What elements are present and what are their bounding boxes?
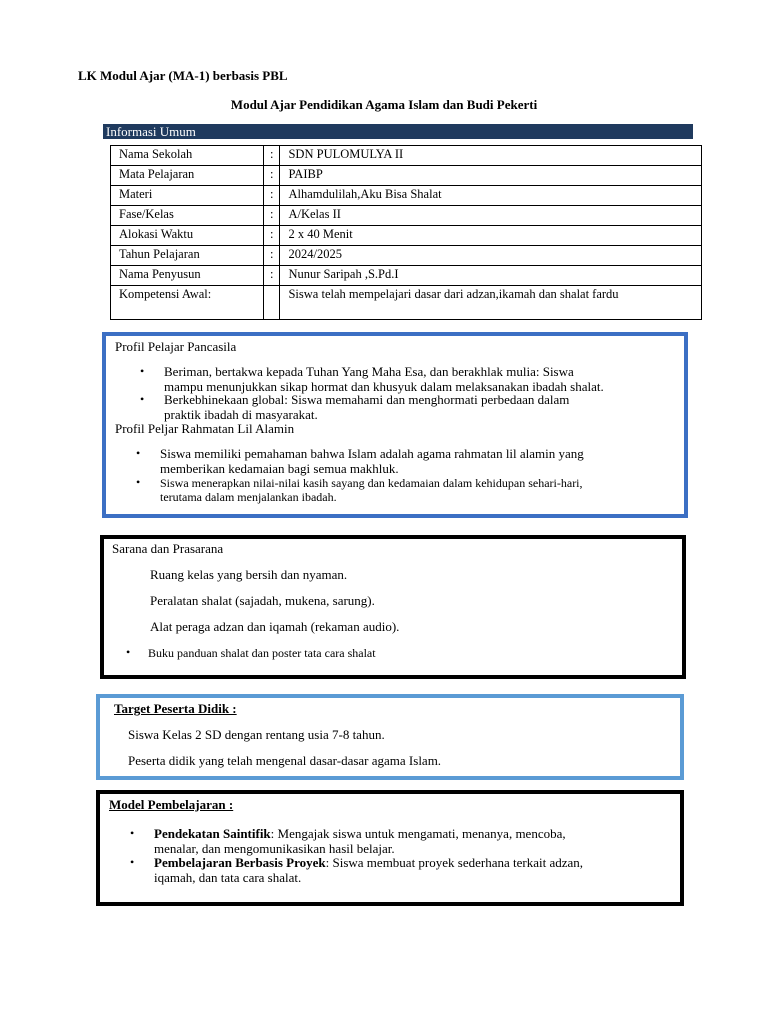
row-separator: : xyxy=(264,226,280,246)
list-item: Siswa Kelas 2 SD dengan rentang usia 7-8 tahun. xyxy=(128,727,385,742)
list-item: Peralatan shalat (sajadah, mukena, sarung). xyxy=(150,593,375,608)
row-separator: : xyxy=(264,146,280,166)
row-separator: : xyxy=(264,266,280,286)
list-item xyxy=(154,855,583,870)
table-row xyxy=(111,166,702,186)
row-label: Materi xyxy=(111,186,264,206)
list-item: Siswa memiliki pemahaman bahwa Islam adalah agama rahmatan lil alamin yang xyxy=(160,446,584,461)
item-text: : Mengajak siswa untuk mengamati, menanya, mencoba, xyxy=(270,826,566,841)
list-item xyxy=(154,826,566,841)
table-row xyxy=(111,266,702,286)
table-row xyxy=(111,246,702,266)
list-item: Peserta didik yang telah mengenal dasar-dasar agama Islam. xyxy=(128,753,442,768)
row-value: 2 x 40 Menit xyxy=(280,226,702,246)
list-item: menalar, dan mengomunikasikan hasil belajar. xyxy=(154,841,395,856)
row-separator: : xyxy=(264,246,280,266)
bullet-icon: • xyxy=(140,392,145,406)
list-item: Beriman, bertakwa kepada Tuhan Yang Maha Esa, dan berakhlak mulia: Siswa xyxy=(164,364,574,379)
row-label: Nama Penyusun xyxy=(111,266,264,286)
row-label: Mata Pelajaran xyxy=(111,166,264,186)
table-row xyxy=(111,226,702,246)
profil-pancasila-heading: Profil Pelajar Pancasila xyxy=(115,339,237,354)
row-label: Alokasi Waktu xyxy=(111,226,264,246)
list-item: mampu menunjukkan sikap hormat dan khusyuk dalam melaksanakan ibadah shalat. xyxy=(164,379,604,394)
row-label: Kompetensi Awal: xyxy=(111,286,264,320)
list-item: terutama dalam menjalankan ibadah. xyxy=(160,490,337,504)
item-text: : Siswa membuat proyek sederhana terkait adzan, xyxy=(325,855,584,870)
bullet-icon: • xyxy=(136,475,141,489)
row-value: Siswa telah mempelajari dasar dari adzan,ikamah dan shalat fardu xyxy=(280,286,702,320)
bullet-icon: • xyxy=(136,446,141,460)
list-item: praktik ibadah di masyarakat. xyxy=(164,407,318,422)
target-heading: Target Peserta Didik : xyxy=(114,701,237,716)
list-item: Siswa menerapkan nilai-nilai kasih sayang dan kedamaian dalam kehidupan sehari-hari, xyxy=(160,476,583,490)
item-bold-term: Pembelajaran Berbasis Proyek xyxy=(154,855,326,870)
document-title: LK Modul Ajar (MA-1) berbasis PBL xyxy=(78,68,288,83)
table-row xyxy=(111,206,702,226)
bullet-icon: • xyxy=(126,645,131,659)
table-row xyxy=(111,186,702,206)
list-item: Alat peraga adzan dan iqamah (rekaman audio). xyxy=(150,619,400,634)
table-row xyxy=(111,146,702,166)
row-label: Fase/Kelas xyxy=(111,206,264,226)
row-value: A/Kelas II xyxy=(280,206,702,226)
list-item: iqamah, dan tata cara shalat. xyxy=(154,870,302,885)
row-value: Alhamdulilah,Aku Bisa Shalat xyxy=(280,186,702,206)
info-table xyxy=(110,145,702,320)
item-bold-term: Pendekatan Saintifik xyxy=(154,826,271,841)
bullet-icon: • xyxy=(140,364,145,378)
model-heading: Model Pembelajaran : xyxy=(109,797,234,812)
list-item: Buku panduan shalat dan poster tata cara shalat xyxy=(148,646,376,660)
module-title: Modul Ajar Pendidikan Agama Islam dan Budi Pekerti xyxy=(230,97,538,112)
list-item: memberikan kedamaian bagi semua makhluk. xyxy=(160,461,399,476)
row-value: PAIBP xyxy=(280,166,702,186)
bullet-icon: • xyxy=(130,826,135,840)
row-separator: : xyxy=(264,166,280,186)
table-row xyxy=(111,286,702,320)
info-section-bar: Informasi Umum xyxy=(103,124,693,139)
list-item: Ruang kelas yang bersih dan nyaman. xyxy=(150,567,348,582)
profil-rahmatan-heading: Profil Peljar Rahmatan Lil Alamin xyxy=(115,421,295,436)
row-label: Tahun Pelajaran xyxy=(111,246,264,266)
row-value: 2024/2025 xyxy=(280,246,702,266)
list-item: Berkebhinekaan global: Siswa memahami dan menghormati perbedaan dalam xyxy=(164,392,570,407)
row-separator: : xyxy=(264,186,280,206)
row-label: Nama Sekolah xyxy=(111,146,264,166)
row-value: Nunur Saripah ,S.Pd.I xyxy=(280,266,702,286)
row-separator: : xyxy=(264,206,280,226)
bullet-icon: • xyxy=(130,855,135,869)
row-separator xyxy=(264,286,280,320)
row-value: SDN PULOMULYA II xyxy=(280,146,702,166)
sarana-heading: Sarana dan Prasarana xyxy=(112,541,224,556)
